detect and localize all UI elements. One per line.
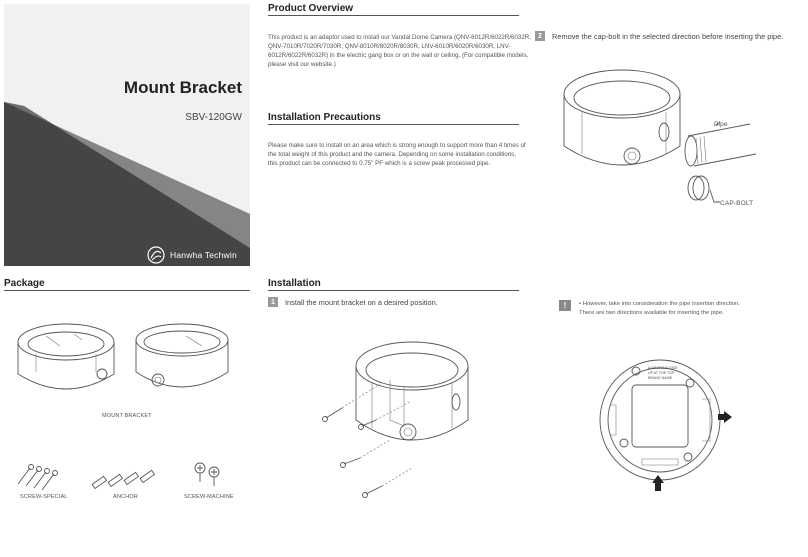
brand-name: Hanwha Techwin bbox=[170, 250, 237, 260]
cover-panel bbox=[4, 4, 250, 266]
caption-anchor: ANCHOR bbox=[113, 494, 138, 500]
installation-precautions-heading: Installation Precautions bbox=[268, 112, 381, 123]
cover-model-number: SBV-120GW bbox=[185, 112, 242, 123]
bottom-text-2: UP AT THE TOP bbox=[648, 371, 675, 375]
installation-precautions-text: Please make sure to install on an area which is strong enough to support more than 4 times of the total weight of this product and the camera. Depending on some installation conditions, this product can be connected to 0.75" PF which is a screw peak processed pipe. bbox=[268, 142, 526, 167]
warning-icon: ! bbox=[559, 300, 571, 311]
mount-bracket-illustration bbox=[16, 318, 246, 406]
note-text: • However, take into consideration the pipe insertion direction. There are two directions available for inserting the pipe. bbox=[579, 301, 740, 316]
step-1 bbox=[268, 297, 438, 307]
caption-screw-machine: SCREW-MACHINE bbox=[184, 494, 234, 500]
label-cap-bolt: CAP-BOLT bbox=[720, 200, 754, 207]
divider bbox=[4, 290, 250, 291]
bottom-text-3: BRAND NAME bbox=[648, 376, 672, 380]
step-2 bbox=[535, 31, 783, 41]
cover-title: Mount Bracket bbox=[123, 78, 242, 97]
product-overview-text: This product is an adaptor used to install our Vandal Dome Camera (QNV-6012R/6022R/6032R, QNV-7010R/7020R/7030R, QNV-8010R/8020R/8030R, LNV-6010R/6020R/6030R, LNV- 6012R/6022R/6032R) in the electric gang box or on the wall or ceiling. (For compatible models, please visit our website.) bbox=[268, 34, 531, 68]
step-1-badge: 1 bbox=[268, 297, 278, 307]
step-2-text: Remove the cap-bolt in the selected direction before inserting the pipe. bbox=[552, 31, 784, 41]
screw-special-illustration bbox=[16, 460, 76, 490]
note-box bbox=[559, 300, 740, 317]
cover-background bbox=[4, 4, 250, 266]
hanwha-logo-icon bbox=[146, 245, 166, 265]
caption-screw-special: SCREW-SPECIAL bbox=[20, 494, 68, 500]
step-1-text: Install the mount bracket on a desired position. bbox=[285, 297, 438, 307]
step-2-badge: 2 bbox=[535, 31, 545, 41]
package-heading: Package bbox=[4, 278, 45, 289]
brand-logo bbox=[146, 245, 237, 265]
divider bbox=[268, 124, 519, 125]
product-overview-heading: Product Overview bbox=[268, 3, 354, 14]
step-1-illustration bbox=[320, 336, 470, 506]
divider bbox=[268, 290, 519, 291]
screw-machine-illustration bbox=[190, 460, 230, 490]
step-2-illustration bbox=[560, 66, 760, 216]
installation-heading: Installation bbox=[268, 278, 321, 289]
bracket-bottom-view-illustration bbox=[598, 355, 748, 495]
bottom-text-1: A WARNING SIDE bbox=[648, 366, 678, 370]
caption-mount-bracket: MOUNT BRACKET bbox=[102, 413, 152, 419]
label-pipe: Pipe bbox=[714, 121, 728, 128]
divider bbox=[268, 15, 519, 16]
anchor-illustration bbox=[90, 462, 160, 492]
